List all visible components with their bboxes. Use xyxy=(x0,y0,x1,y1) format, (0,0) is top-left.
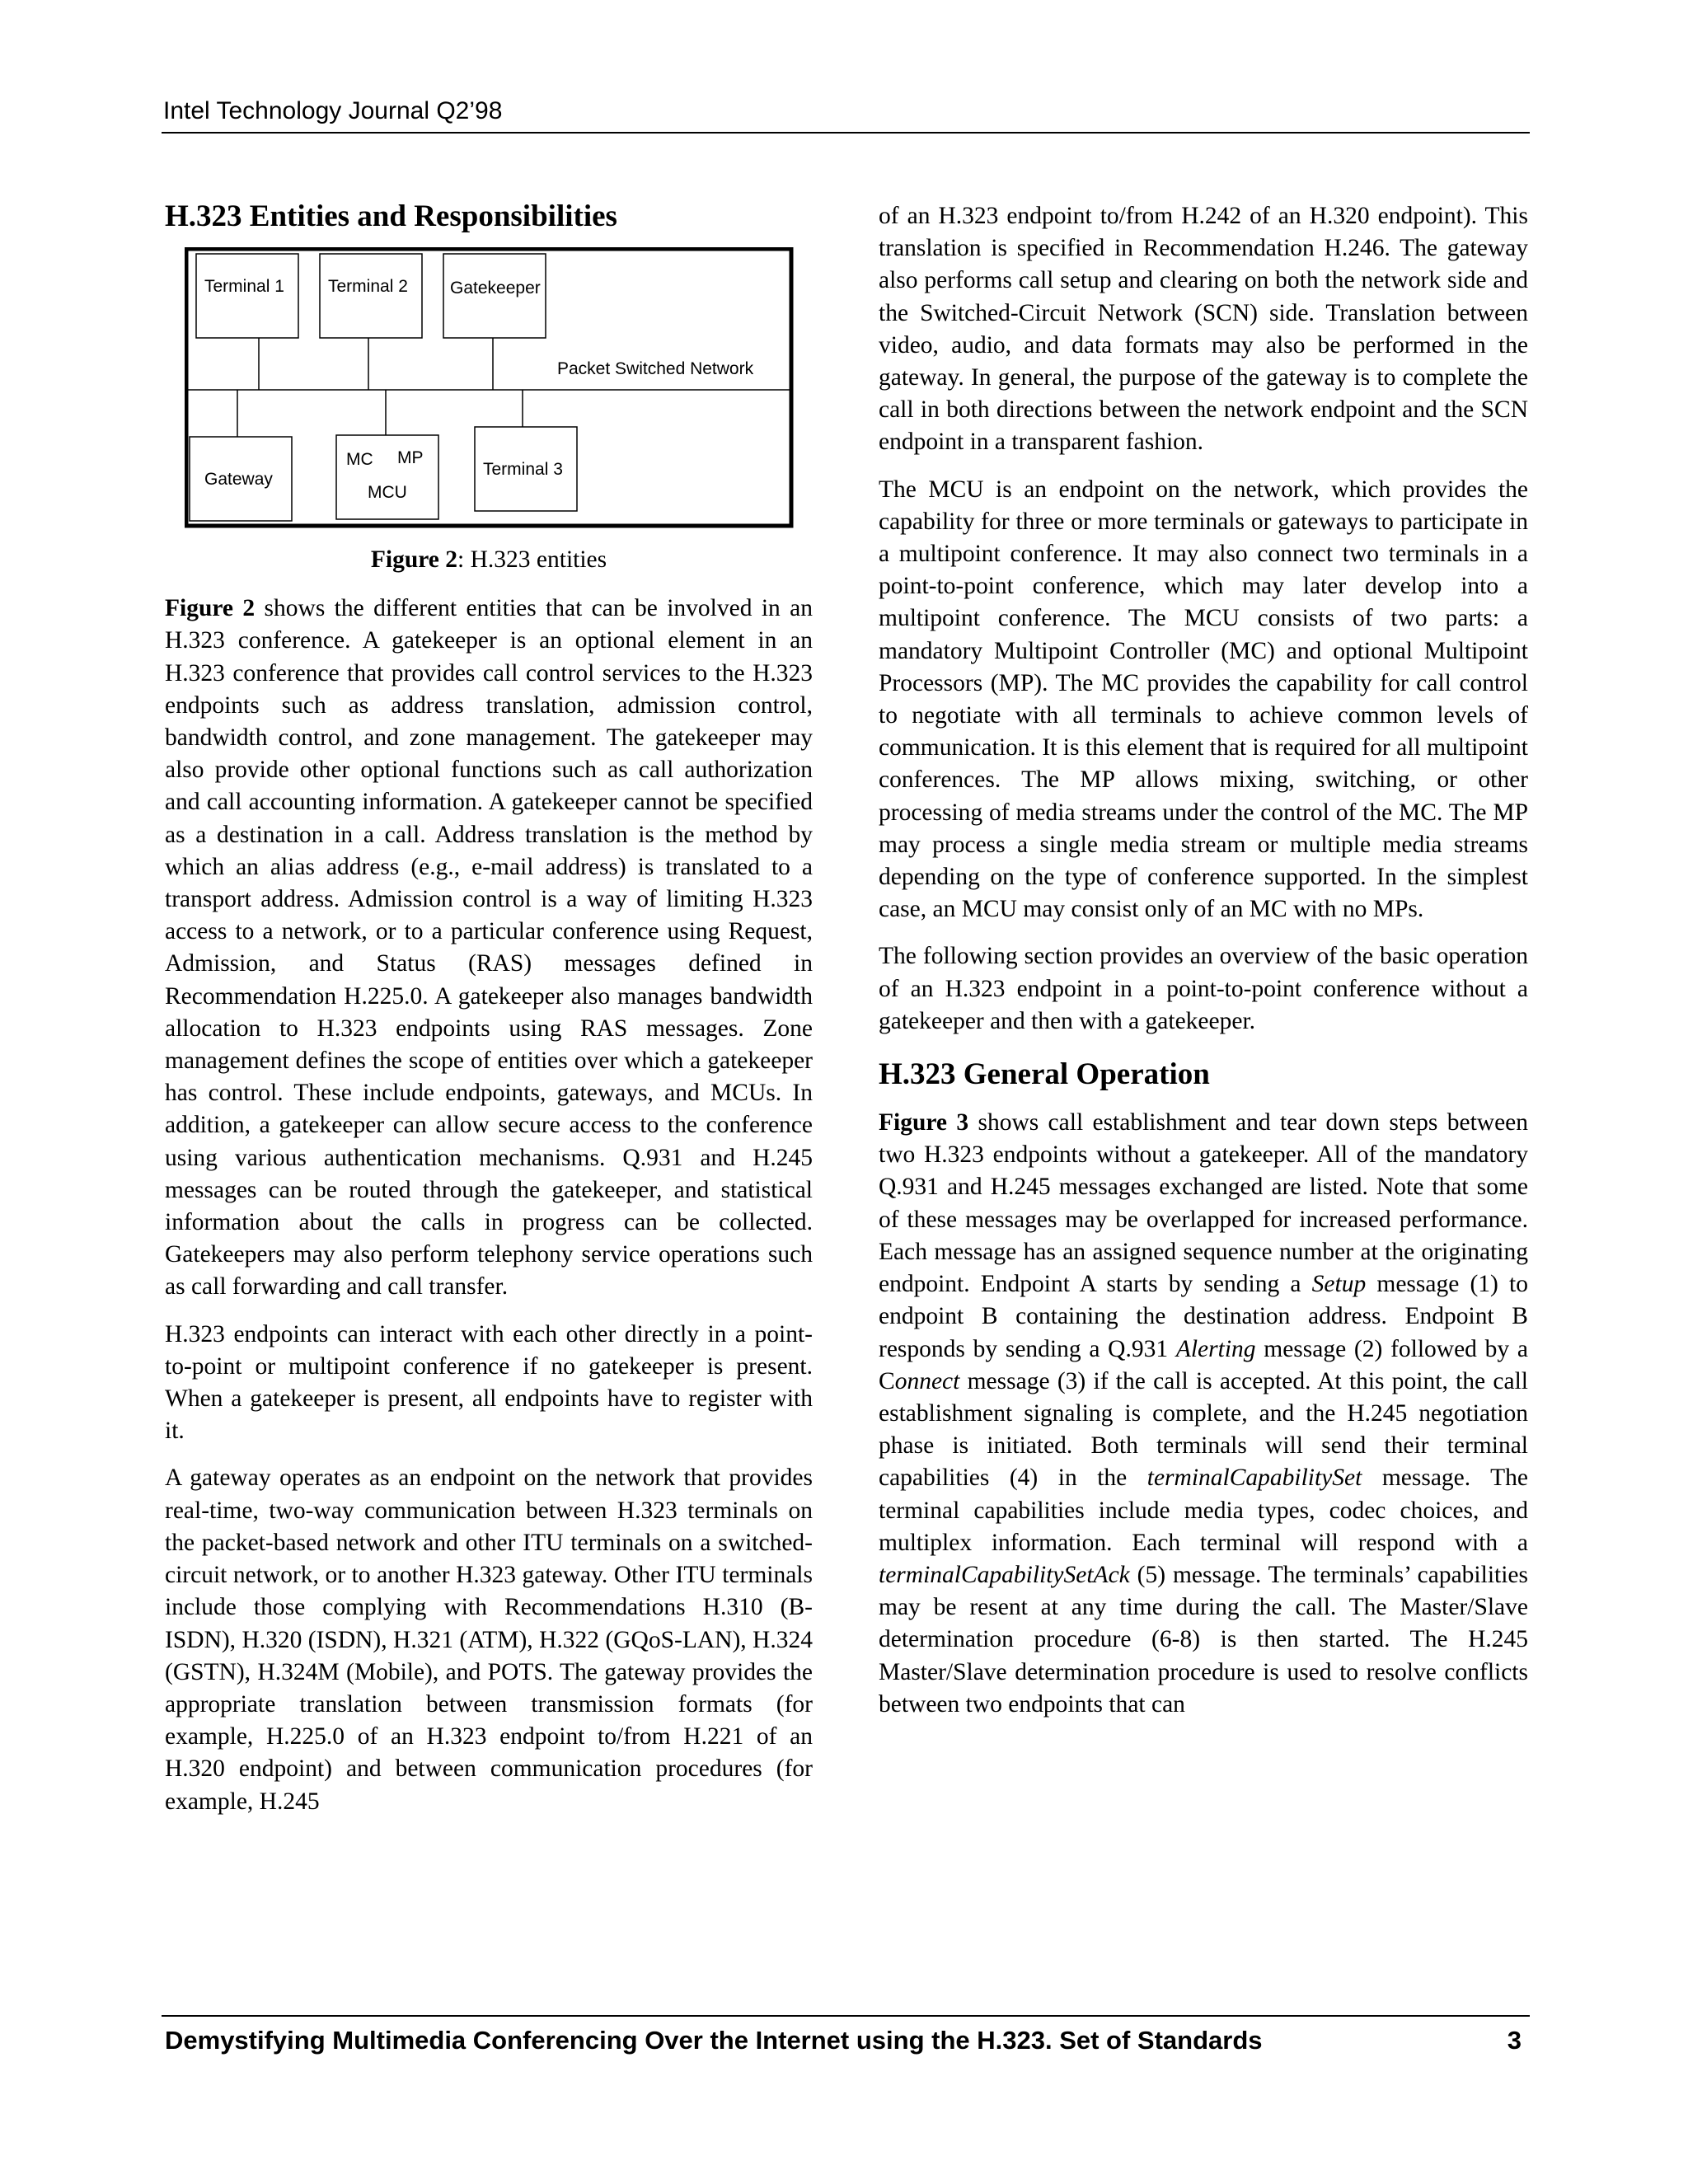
mp-label: MP xyxy=(397,448,424,467)
paragraph-overview: The following section provides an overview of the basic operation of an H.323 endpoint in a point-to-point conference without a gatekeeper and then with a gatekeeper. xyxy=(879,943,1528,1034)
paragraph-gateway: A gateway operates as an endpoint on the network that provides real-time, two-way communication between H.323 terminals on the packet-based network and other ITU terminals on a switched-circuit network, or to another H.323 gateway. Other ITU terminals include those complying with Recommendations H.310 (B-ISDN), H.320 (ISDN), H.321 (ATM), H.322 (GQoS-LAN), H.324 (GSTN), H.324M (Mobile), and POTS. The gateway provides the appropriate translation between transmission formats (for example, H.225.0 of an H.323 endpoint to/from H.221 of an H.320 endpoint) and between communication procedures (for example, H.245 xyxy=(165,1465,813,1815)
running-footer xyxy=(165,2026,1522,2055)
caption-text: : H.323 entities xyxy=(457,546,607,573)
footer-rule xyxy=(162,2015,1530,2017)
running-header: Intel Technology Journal Q2’98 xyxy=(163,97,503,124)
left-column xyxy=(165,198,813,1833)
terminal3-label: Terminal 3 xyxy=(483,460,563,479)
mc-label: MC xyxy=(346,450,373,469)
network-label: Packet Switched Network xyxy=(557,359,754,378)
text-run: (5) message. The terminals’ capabilities may be resent at any time during the call. The Master/Slave determination procedure (6-8) is then started. The H.245 Master/Slave determination procedure is used to resolve conflicts between two endpoints that can xyxy=(879,1561,1528,1718)
terminal2-box xyxy=(320,254,422,338)
caption-figure-ref: Figure 2 xyxy=(370,546,458,573)
terminal2-label: Terminal 2 xyxy=(328,277,408,296)
mcu-label: MCU xyxy=(368,483,407,502)
text-run: message (1) to endpoint B containing the destination address. Endpoint B responds by sending a Q.931 xyxy=(879,1271,1528,1362)
terminal1-box xyxy=(196,254,298,338)
term-setup: Setup xyxy=(1311,1271,1367,1298)
text-run: message. The terminal capabilities include media types, codec choices, and multiplex information. Each terminal will respond with a xyxy=(879,1465,1528,1556)
paragraph-endpoints: H.323 endpoints can interact with each other directly in a point-to-point or multipoint conference if no gatekeeper is present. When a gatekeeper is present, all endpoints have to register with it. xyxy=(165,1320,813,1445)
figure-2-caption xyxy=(165,544,813,576)
paragraph-gatekeeper xyxy=(165,593,813,1303)
figure-3-ref: Figure 3 xyxy=(879,1109,969,1137)
gatekeeper-label: Gatekeeper xyxy=(450,279,541,298)
figure-2-ref: Figure 2 xyxy=(165,595,256,622)
term-connect: onnect xyxy=(894,1367,960,1394)
text-run: shows call establishment and tear down steps between two H.323 endpoints without a gatekeeper. All of the mandatory Q.931 and H.245 messages exchanged are listed. Note that some of these messages may be overlapped for increased performance. Each message has an assigned sequence number at the originating endpoint. Endpoint A starts by sending a xyxy=(879,1109,1529,1298)
term-alerting: Alerting xyxy=(1175,1335,1256,1362)
paragraph-gateway-cont: of an H.323 endpoint to/from H.242 of an H.320 endpoint). This translation is specified in Recommendation H.246. The gateway also performs call setup and clearing on both the network side and the Switched-Circuit Network (SCN) side. Translation between video, audio, and data formats may also be performed in the gateway. In general, the purpose of the gateway is to complete the call in both directions between the network endpoint and the SCN endpoint in a transparent fashion. xyxy=(879,203,1528,456)
section-title-entities: H.323 Entities and Responsibilities xyxy=(165,199,617,233)
header-rule xyxy=(162,132,1530,134)
right-column xyxy=(879,200,1528,1736)
page-number: 3 xyxy=(1507,2026,1522,2055)
terminal1-label: Terminal 1 xyxy=(204,277,284,296)
text-run: message (3) if the call is accepted. At this point, the call establishment signaling is complete, and the H.245 negotiation phase is initiated. Both terminals will send their terminal capabilities (4) in the xyxy=(879,1367,1528,1492)
footer-title: Demystifying Multimedia Conferencing Over the Internet using the H.323. Set of Standards xyxy=(165,2026,1263,2055)
term-capability-set-ack: terminalCapabilitySetAck xyxy=(879,1561,1130,1588)
term-capability-set: terminalCapabilitySet xyxy=(1146,1465,1362,1492)
paragraph-call-establishment xyxy=(879,1107,1528,1721)
paragraph-mcu: The MCU is an endpoint on the network, which provides the capability for three or more terminals or gateways to participate in a multipoint conference. It may also connect two terminals in a point-to-point conference, which may later develop into a multipoint conference. The MCU consists of two parts: a mandatory Multipoint Controller (MC) and optional Multipoint Processors (MP). The MC provides the capability for call control to negotiate with all terminals to achieve common levels of communication. It is this element that is required for all multipoint conferences. The MP allows mixing, switching, or other processing of media streams under the control of the MC. The MP may process a single media stream or multiple media streams depending on the type of conference supported. In the simplest case, an MCU may consist only of an MC with no MPs. xyxy=(879,476,1528,923)
paragraph-gatekeeper-text: shows the different entities that can be involved in an H.323 conference. A gatekeeper is an optional element in an H.323 conference that provides call control services to the H.323 endpoints such as address translation, admission control, bandwidth control, and zone management. The gatekeeper may also provide other optional functions such as call authorization and call accounting information. A gatekeeper cannot be specified as a destination in a call. Address translation is the method by which an alias address (e.g., e-mail address) is translated to a transport address. Admission control is a way of limiting H.323 access to a network, or to a particular conference using Request, Admission, and Status (RAS) messages defined in Recommendation H.225.0. A gatekeeper also manages bandwidth allocation to H.323 endpoints using RAS messages. Zone management defines the scope of entities over which a gatekeeper has control. These include endpoints, gateways, and MCUs. In addition, a gatekeeper can allow secure access to the conference using various authentication mechanisms. Q.931 and H.245 messages can be routed through the gatekeeper, and statistical information about the calls in progress can be collected. Gatekeepers may also perform telephony service operations such as call forwarding and call transfer. xyxy=(165,595,813,1301)
figure-2-diagram xyxy=(185,247,795,529)
h323-entities-diagram xyxy=(185,247,795,529)
text-run: message (2) followed by a C xyxy=(879,1335,1528,1394)
gateway-label: Gateway xyxy=(204,470,273,489)
section-title-general-operation: H.323 General Operation xyxy=(879,1057,1210,1092)
